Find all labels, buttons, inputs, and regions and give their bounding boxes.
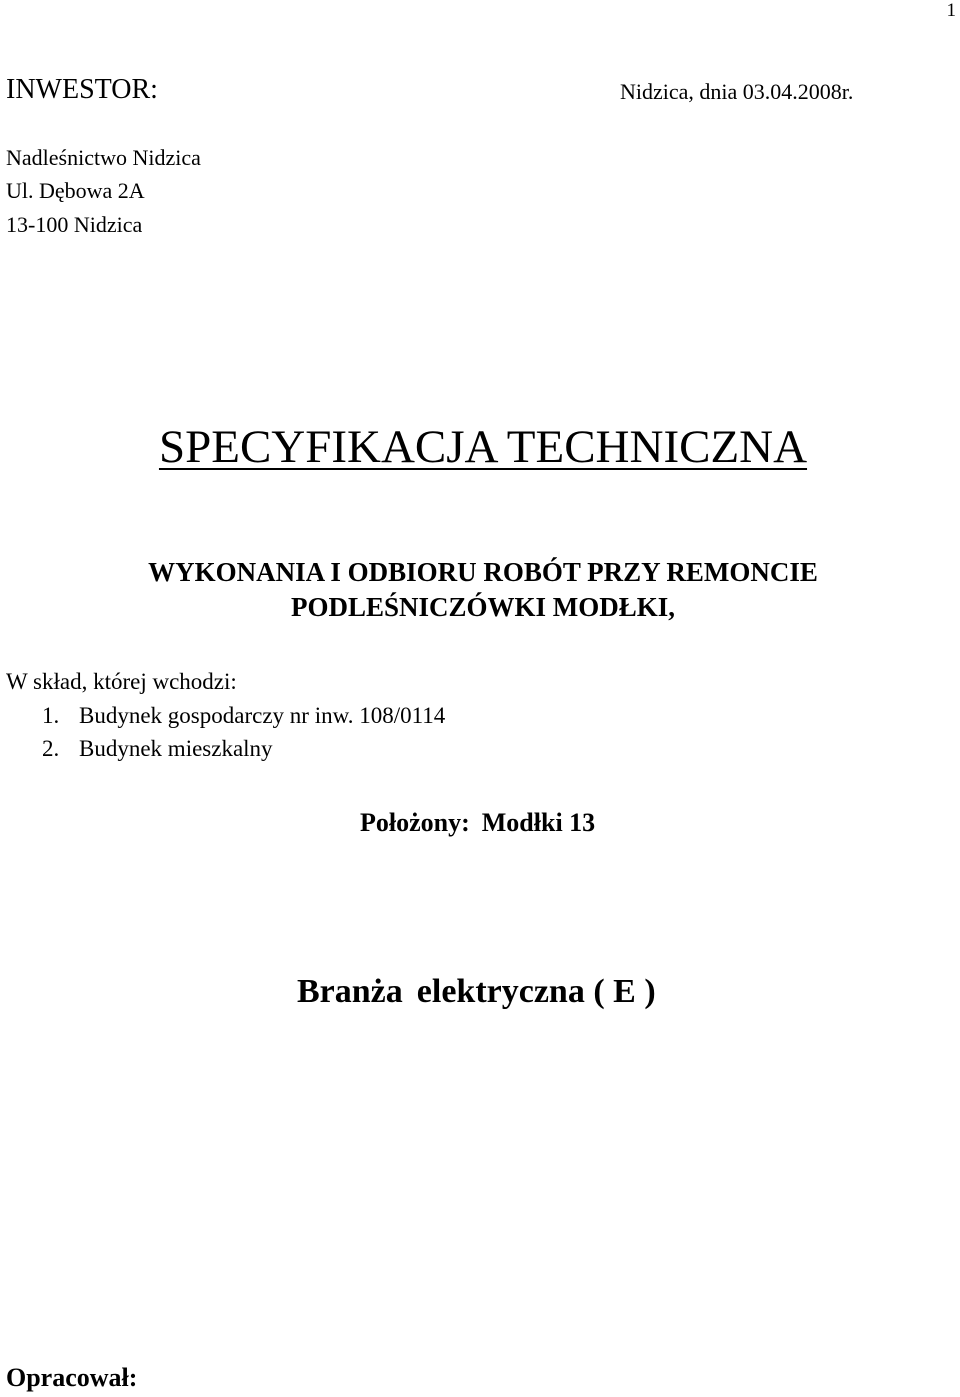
- list-item: [42, 703, 445, 729]
- investor-name: Nadleśnictwo Nidzica: [6, 145, 201, 170]
- list-item-text: Budynek mieszkalny: [79, 736, 273, 761]
- location-label: Położony:: [360, 808, 470, 837]
- branch-label: Branża: [297, 973, 403, 1010]
- document-title: SPECYFIKACJA TECHNICZNA: [158, 421, 808, 473]
- branch-line: [297, 973, 656, 1011]
- list-item: [42, 736, 273, 762]
- location-value: Modłki 13: [481, 808, 596, 837]
- branch-value: elektryczna ( E ): [416, 973, 656, 1010]
- list-item-number: 2.: [42, 736, 60, 761]
- list-item-text: Budynek gospodarczy nr inw. 108/0114: [79, 703, 446, 728]
- list-item-number: 1.: [42, 703, 60, 728]
- investor-label: INWESTOR:: [6, 74, 158, 105]
- location-line: [360, 808, 595, 838]
- investor-city: 13-100 Nidzica: [6, 212, 143, 237]
- prepared-by-label: Opracował:: [6, 1363, 138, 1392]
- composition-intro: W skład, której wchodzi:: [6, 669, 237, 694]
- date-line: Nidzica, dnia 03.04.2008r.: [620, 79, 854, 104]
- page-number: 1: [946, 0, 956, 21]
- subtitle-line-2: PODLEŚNICZÓWKI MODŁKI,: [290, 592, 676, 622]
- investor-street: Ul. Dębowa 2A: [6, 178, 145, 203]
- subtitle-line-1: WYKONANIA I ODBIORU ROBÓT PRZY REMONCIE: [148, 557, 818, 587]
